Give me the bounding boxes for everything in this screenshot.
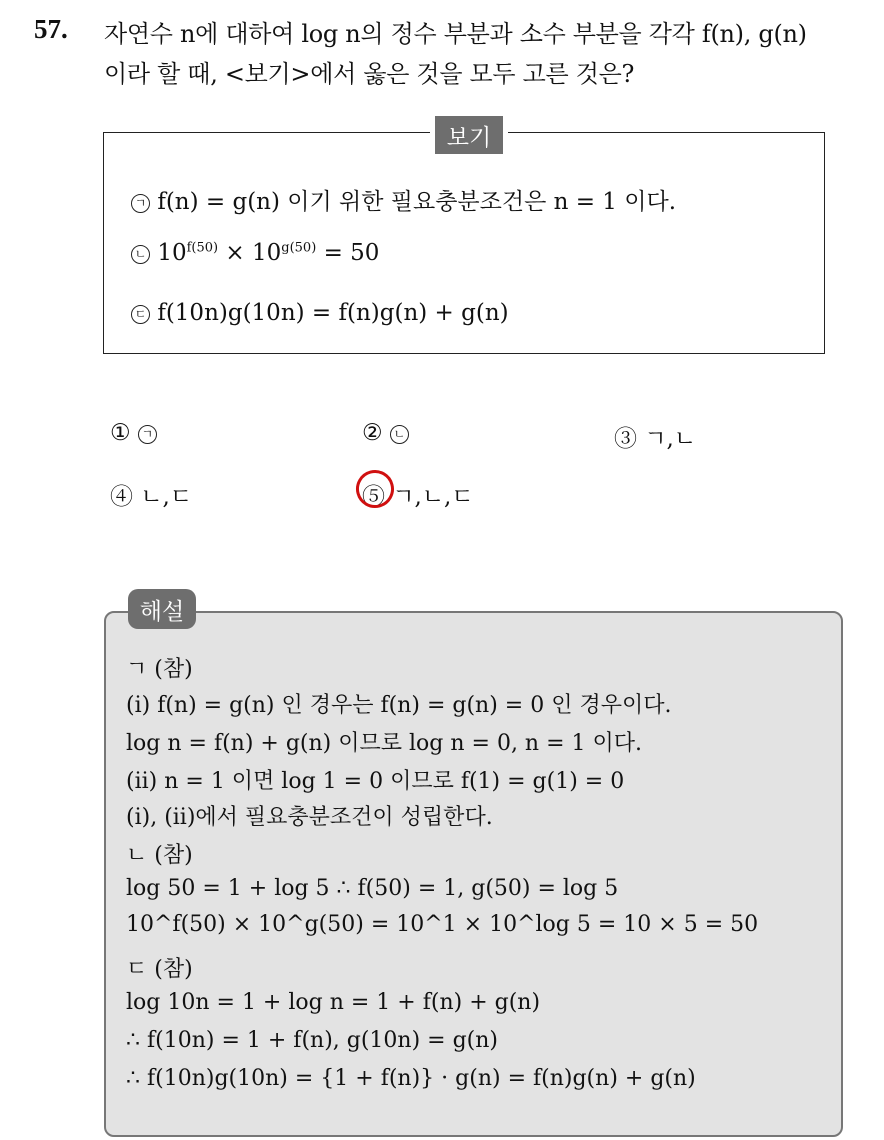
solution-line-6: ㄴ (참) (126, 843, 193, 868)
circled-giyeok: ㄱ (131, 194, 150, 213)
bogi-item-2-times: × 10 (218, 240, 282, 266)
bogi-item-1-text: f(n) = g(n) 이기 위한 필요충분조건은 n = 1 이다. (157, 189, 677, 215)
bogi-title: 보기 (430, 116, 508, 154)
bogi-item-2-exp1: f(50) (186, 240, 219, 256)
solution-title: 해설 (128, 589, 196, 629)
solution-line-4: (ii) n = 1 이면 log 1 = 0 이므로 f(1) = g(1) = 0 (126, 769, 625, 794)
choice-2[interactable] (362, 420, 409, 446)
circled-digeut: ㄷ (131, 305, 150, 324)
bogi-item-2-base: 10 (157, 240, 187, 266)
bogi-item-3-text: f(10n)g(10n) = f(n)g(n) + g(n) (157, 300, 509, 326)
solution-line-3: log n = f(n) + g(n) 이므로 log n = 0, n = 1 이다. (126, 731, 643, 756)
choice-2-answer: ㄴ (390, 425, 409, 444)
solution-line-9: ㄷ (참) (126, 957, 193, 982)
choice-1[interactable] (110, 420, 157, 446)
choice-5-answer: ㄱ,ㄴ,ㄷ (392, 484, 474, 510)
circled-nieun: ㄴ (131, 245, 150, 264)
choice-3-number: ③ (614, 426, 637, 452)
bogi-item-2-exp2: g(50) (281, 240, 317, 256)
choice-2-number: ② (362, 420, 383, 446)
solution-line-7: log 50 = 1 + log 5 ∴ f(50) = 1, g(50) = log 5 (126, 876, 619, 901)
bogi-item-2-rest: = 50 (316, 240, 380, 266)
choice-5-number: ⑤ (362, 484, 385, 510)
solution-line-12: ∴ f(10n)g(10n) = {1 + f(n)} · g(n) = f(n)g(n) + g(n) (126, 1066, 696, 1091)
solution-line-8: 10^f(50) × 10^g(50) = 10^1 × 10^log 5 = 10 × 5 = 50 (126, 912, 759, 937)
choice-1-answer: ㄱ (138, 425, 157, 444)
choice-4-answer: ㄴ,ㄷ (140, 484, 193, 510)
solution-line-5: (i), (ii)에서 필요충분조건이 성립한다. (126, 805, 493, 830)
question-number: 57. (34, 14, 68, 44)
question-text-line-1: 자연수 n에 대하여 log n의 정수 부분과 소수 부분을 각각 f(n), g(n) (104, 20, 807, 48)
choice-4-number: ④ (110, 484, 133, 510)
solution-line-10: log 10n = 1 + log n = 1 + f(n) + g(n) (126, 990, 541, 1015)
bogi-item-1 (131, 183, 676, 216)
choice-4[interactable] (110, 478, 192, 511)
bogi-item-3 (131, 300, 509, 326)
choice-1-number: ① (110, 420, 131, 446)
choice-3-answer: ㄱ,ㄴ (644, 426, 697, 452)
solution-line-1: ㄱ (참) (126, 657, 193, 682)
solution-line-11: ∴ f(10n) = 1 + f(n), g(10n) = g(n) (126, 1028, 499, 1053)
choice-3[interactable] (614, 420, 696, 453)
bogi-item-2 (131, 240, 379, 266)
solution-line-2: (i) f(n) = g(n) 인 경우는 f(n) = g(n) = 0 인 경우이다. (126, 693, 672, 718)
question-text-line-2: 이라 할 때, <보기>에서 옳은 것을 모두 고른 것은? (104, 60, 635, 88)
